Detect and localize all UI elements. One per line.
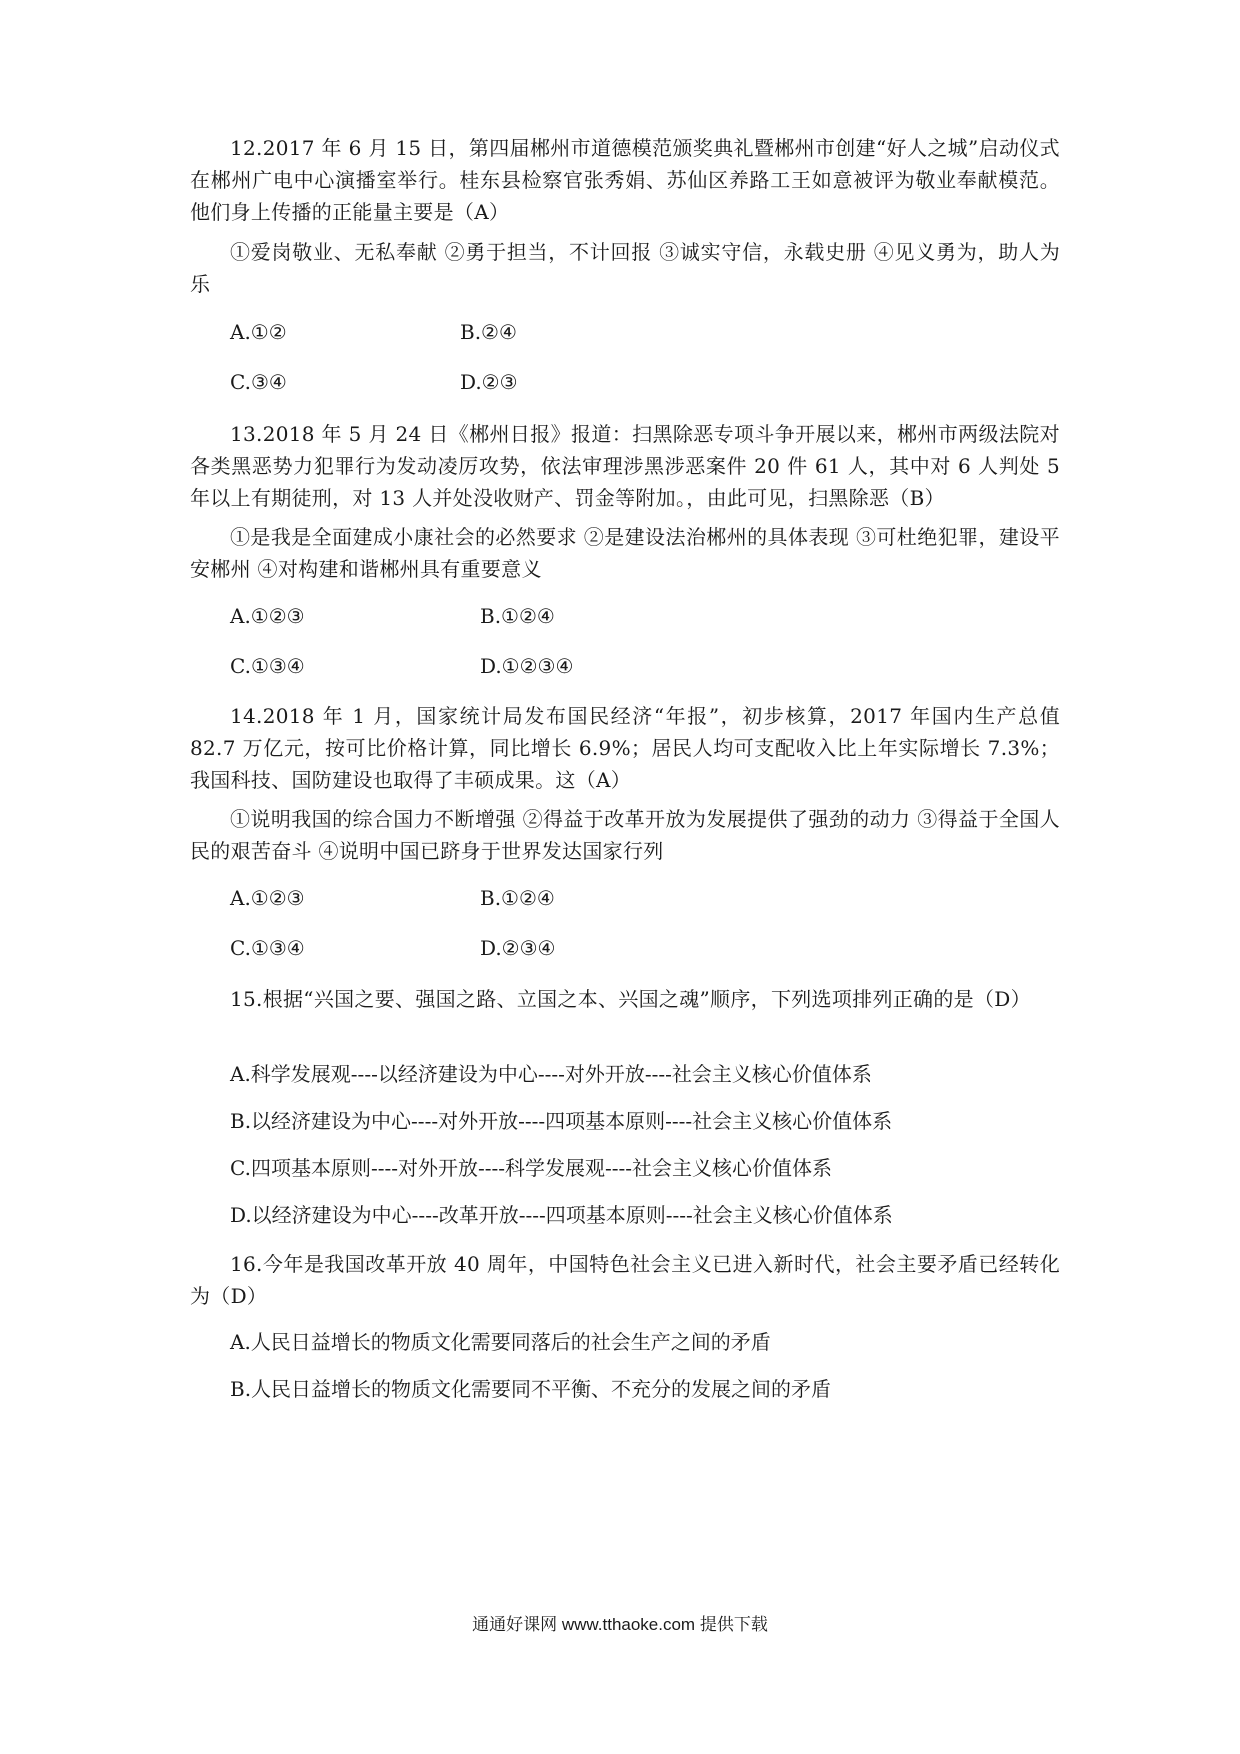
question-12-option-d: D.②③ [460,370,518,394]
question-14-options-row-1 [230,882,555,914]
question-12-stem: 12.2017 年 6 月 15 日，第四届郴州市道德模范颁奖典礼暨郴州市创建“好人之城”启动仪式在郴州广电中心演播室举行。桂东县检察官张秀娟、苏仙区养路工王如意被评为敬业奉献模范。他们身上传播的正能量主要是（A） [190,136,1060,224]
question-13-option-d: D.①②③④ [480,654,574,678]
question-16-option-a: A.人民日益增长的物质文化需要同落后的社会生产之间的矛盾 [230,1330,771,1354]
question-14-option-a: A.①②③ [230,886,305,910]
question-14-option-c: C.①③④ [230,936,305,960]
question-14-stem: 14.2018 年 1 月，国家统计局发布国民经济“年报”，初步核算，2017 年国内生产总值 82.7 万亿元，按可比价格计算，同比增长 6.9%；居民人均可支配收入比上年实际增长 7.3%；我国科技、国防建设也取得了丰硕成果。这（A） [190,704,1060,792]
question-12-statements: ①爱岗敬业、无私奉献 ②勇于担当，不计回报 ③诚实守信，永载史册 ④见义勇为，助人为乐 [190,240,1060,296]
question-15-option-b: B.以经济建设为中心----对外开放----四项基本原则----社会主义核心价值体系 [230,1109,893,1133]
question-14-option-d: D.②③④ [480,936,556,960]
question-12-options-row-2 [230,366,518,398]
question-13-option-a: A.①②③ [230,604,305,628]
question-16-stem: 16.今年是我国改革开放 40 周年，中国特色社会主义已进入新时代，社会主要矛盾已经转化为（D） [190,1252,1060,1308]
question-15-option-d: D.以经济建设为中心----改革开放----四项基本原则----社会主义核心价值体系 [230,1203,893,1227]
question-13-option-b: B.①②④ [480,604,555,628]
question-12-option-c: C.③④ [230,370,287,394]
question-13-stem: 13.2018 年 5 月 24 日《郴州日报》报道：扫黑除恶专项斗争开展以来，郴州市两级法院对各类黑恶势力犯罪行为发动凌厉攻势，依法审理涉黑涉恶案件 20 件 61 人，其中对 6 人判处 5 年以上有期徒刑，对 13 人并处没收财产、罚金等附加。，由此可见，扫黑除恶（B） [190,422,1060,510]
question-13-options-row-1 [230,600,555,632]
question-13-statements: ①是我是全面建成小康社会的必然要求 ②是建设法治郴州的具体表现 ③可杜绝犯罪，建设平安郴州 ④对构建和谐郴州具有重要意义 [190,525,1060,581]
question-16-option-b: B.人民日益增长的物质文化需要同不平衡、不充分的发展之间的矛盾 [230,1377,832,1401]
question-15-option-c: C.四项基本原则----对外开放----科学发展观----社会主义核心价值体系 [230,1156,833,1180]
question-13-option-c: C.①③④ [230,654,305,678]
question-14-statements: ①说明我国的综合国力不断增强 ②得益于改革开放为发展提供了强劲的动力 ③得益于全国人民的艰苦奋斗 ④说明中国已跻身于世界发达国家行列 [190,807,1060,863]
question-12-options-row-1 [230,316,517,348]
question-13-options-row-2 [230,650,573,682]
question-12-option-a: A.①② [230,320,287,344]
question-14-option-b: B.①②④ [480,886,555,910]
question-12-option-b: B.②④ [460,320,517,344]
question-15-stem: 15.根据“兴国之要、强国之路、立国之本、兴国之魂”顺序，下列选项排列正确的是（D） [230,987,1031,1011]
page-footer: 通通好课网 www.tthaoke.com 提供下载 [472,1615,768,1634]
question-15-option-a: A.科学发展观----以经济建设为中心----对外开放----社会主义核心价值体系 [230,1062,872,1086]
question-14-options-row-2 [230,932,555,964]
